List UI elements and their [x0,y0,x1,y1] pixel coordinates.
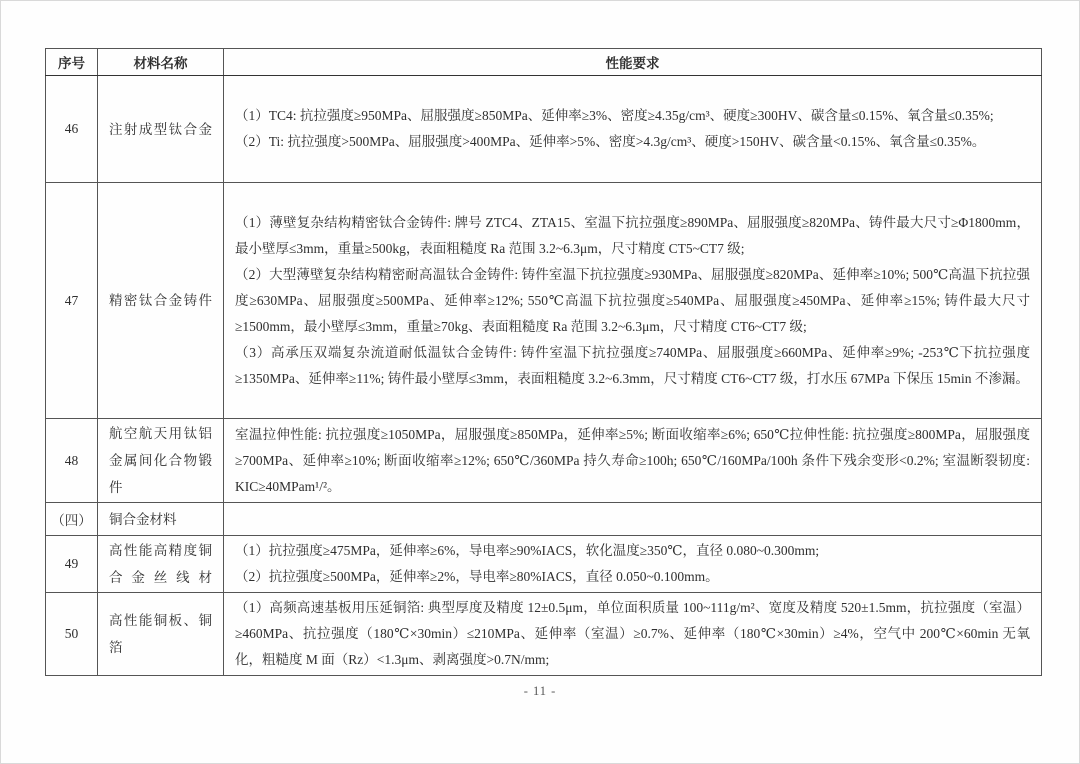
section-number: （四） [46,503,98,536]
requirement-paragraph: （2）抗拉强度≥500MPa，延伸率≥2%，导电率≥80%IACS，直径 0.050~0.100mm。 [235,569,719,584]
requirements-cell [224,536,1042,593]
section-title: 铜合金材料 [98,503,224,536]
materials-table [45,48,1042,676]
requirement-paragraph: （1）高频高速基板用压延铜箔: 典型厚度及精度 12±0.5μm，单位面积质量 100~111g/m²、宽度及精度 520±1.5mm，抗拉强度（室温）≥460MPa、抗拉强度（180℃×30min）≤210MPa、延伸率（室温）≥0.7%、延伸率（180℃×30min）≥4%，空气中 200℃×60min 无氧化，粗糙度 M 面（Rz）<1.3μm、剥离强度>0.7N/mm; [235,600,1030,667]
requirement-paragraph: （3）高承压双端复杂流道耐低温钛合金铸件: 铸件室温下抗拉强度≥740MPa、屈服强度≥660MPa、延伸率≥9%; -253℃下抗拉强度≥1350MPa、延伸率≥11%; 铸件最小壁厚≤3mm，表面粗糙度 3.2~6.3mm，尺寸精度 CT6~CT7 级，打水压 67MPa 下保压 15min 不渗漏。 [235,344,1030,386]
row-number: 49 [46,536,98,593]
table-row [46,536,1042,593]
material-name: 高性能高精度铜合金丝线材 [98,536,224,593]
page-number: - 11 - [523,684,557,698]
requirement-paragraph: （2）大型薄壁复杂结构精密耐高温钛合金铸件: 铸件室温下抗拉强度≥930MPa、屈服强度≥820MPa、延伸率≥10%; 500℃高温下抗拉强度≥630MPa、屈服强度≥500MPa、延伸率≥12%; 550℃高温下抗拉强度≥540MPa、屈服强度≥450MPa、延伸率≥15%; 铸件最大尺寸≥1500mm，最小壁厚≤3mm，重量≥70kg、表面粗糙度 Ra 范围 3.2~6.3μm，尺寸精度 CT6~CT7 级; [235,266,1030,334]
col-header-requirements: 性能要求 [224,49,1042,76]
material-name: 高性能铜板、铜箔 [98,593,224,676]
col-header-material-name: 材料名称 [98,49,224,76]
material-name: 注射成型钛合金 [98,76,224,183]
requirement-paragraph: 室温拉伸性能: 抗拉强度≥1050MPa，屈服强度≥850MPa，延伸率≥5%; 断面收缩率≥6%; 650℃拉伸性能: 抗拉强度≥800MPa，屈服强度≥700MPa、延伸率≥10%; 断面收缩率≥12%; 650℃/360MPa 持久寿命≥100h; 650℃/160MPa/100h 条件下残余变形<0.2%; 室温断裂韧度: KIC≥40MPam¹/²。 [235,426,1030,494]
requirement-paragraph: （2）Ti: 抗拉强度>500MPa、屈服强度>400MPa、延伸率>5%、密度>4.3g/cm³、硬度>150HV、碳含量<0.15%、氧含量≤0.35%。 [235,134,986,149]
table-header-row [46,49,1042,76]
table-row [46,419,1042,503]
material-name: 航空航天用钛铝金属间化合物锻件 [98,419,224,503]
requirement-paragraph: （1）薄壁复杂结构精密钛合金铸件: 牌号 ZTC4、ZTA15、室温下抗拉强度≥890MPa、屈服强度≥820MPa、铸件最大尺寸≥Φ1800mm，最小壁厚≤3mm，重量≥500kg，表面粗糙度 Ra 范围 3.2~6.3μm，尺寸精度 CT5~CT7 级; [235,214,1030,256]
row-number: 46 [46,76,98,183]
row-number: 50 [46,593,98,676]
requirements-cell [224,183,1042,419]
requirements-cell [224,593,1042,676]
material-name: 精密钛合金铸件 [98,183,224,419]
requirement-paragraph: （1）TC4: 抗拉强度≥950MPa、屈服强度≥850MPa、延伸率≥3%、密度≥4.35g/cm³、硬度≥300HV、碳含量≤0.15%、氧含量≤0.35%; [235,108,994,123]
requirements-cell-empty [224,503,1042,536]
table-row [46,593,1042,676]
requirements-cell [224,419,1042,503]
requirement-paragraph: （1）抗拉强度≥475MPa，延伸率≥6%，导电率≥90%IACS，软化温度≥350℃，直径 0.080~0.300mm; [235,543,820,558]
table-row [46,76,1042,183]
requirements-cell [224,76,1042,183]
section-row [46,503,1042,536]
row-number: 48 [46,419,98,503]
col-header-no: 序号 [46,49,98,76]
row-number: 47 [46,183,98,419]
table-row [46,183,1042,419]
